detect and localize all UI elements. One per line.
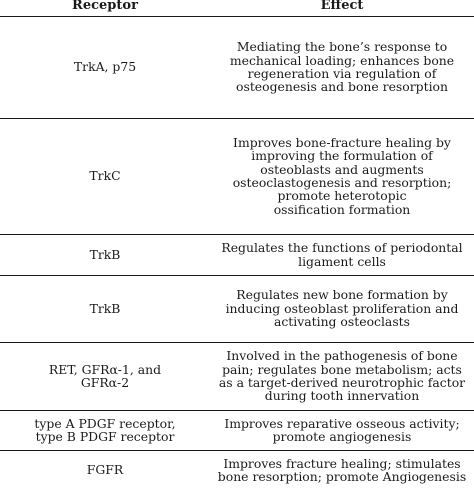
effect-cell [210, 235, 474, 276]
receptor-text: TrkC [8, 169, 202, 182]
effect-text: Involved in the pathogenesis of bone [216, 349, 468, 362]
receptor-text: GFRα-2 [8, 376, 202, 389]
header-receptor: Receptor [0, 0, 210, 17]
receptor-text: type A PDGF receptor, [8, 417, 202, 430]
effect-cell [210, 276, 474, 343]
effect-text: Mediating the bone’s response to [216, 40, 468, 53]
receptor-cell [0, 17, 210, 119]
receptor-text: type B PDGF receptor [8, 430, 202, 443]
effect-text: Improves fracture healing; stimulates [216, 457, 468, 470]
effect-text: promote angiogenesis [216, 430, 468, 443]
effect-text: activating osteoclasts [216, 315, 468, 328]
effect-text: regeneration via regulation of [216, 67, 468, 80]
effect-text: Improves bone-fracture healing by [216, 136, 468, 149]
effect-cell [210, 119, 474, 235]
effect-cell [210, 411, 474, 451]
effect-text: Improves reparative osseous activity; [216, 417, 468, 430]
effect-text: inducing osteoblast proliferation and [216, 302, 468, 315]
effect-text: osteogenesis and bone resorption [216, 80, 468, 93]
receptor-cell [0, 119, 210, 235]
receptor-cell [0, 451, 210, 490]
table-row [0, 235, 474, 276]
effect-text: mechanical loading; enhances bone [216, 54, 468, 67]
effect-cell [210, 343, 474, 411]
table-row [0, 17, 474, 119]
receptor-text: TrkB [8, 248, 202, 261]
effect-cell [210, 451, 474, 490]
table-row [0, 451, 474, 490]
effect-text: improving the formulation of [216, 149, 468, 162]
effect-text: as a target-derived neurotrophic factor [216, 376, 468, 389]
receptor-text: TrkA, p75 [8, 60, 202, 73]
effect-text: osteoblasts and augments [216, 163, 468, 176]
receptor-text: RET, GFRα-1, and [8, 363, 202, 376]
header-effect: Effect [210, 0, 474, 17]
effect-text: Regulates new bone formation by [216, 288, 468, 301]
receptor-cell [0, 276, 210, 343]
receptor-text: TrkB [8, 302, 202, 315]
table-header-row [0, 0, 474, 17]
effect-text: osteoclastogenesis and resorption; [216, 176, 468, 189]
effect-text: during tooth innervation [216, 389, 468, 402]
table-row [0, 411, 474, 451]
table-row [0, 276, 474, 343]
effect-text: ligament cells [216, 255, 468, 268]
receptor-cell [0, 235, 210, 276]
effect-text: Regulates the functions of periodontal [216, 241, 468, 254]
table-row [0, 343, 474, 411]
receptor-text: FGFR [8, 463, 202, 476]
effect-text: pain; regulates bone metabolism; acts [216, 363, 468, 376]
receptor-cell [0, 343, 210, 411]
effect-text: bone resorption; promote Angiogenesis [216, 470, 468, 483]
receptor-cell [0, 411, 210, 451]
effect-cell [210, 17, 474, 119]
table-row [0, 119, 474, 235]
effect-text: promote heterotopic [216, 189, 468, 202]
effect-text: ossification formation [216, 203, 468, 216]
